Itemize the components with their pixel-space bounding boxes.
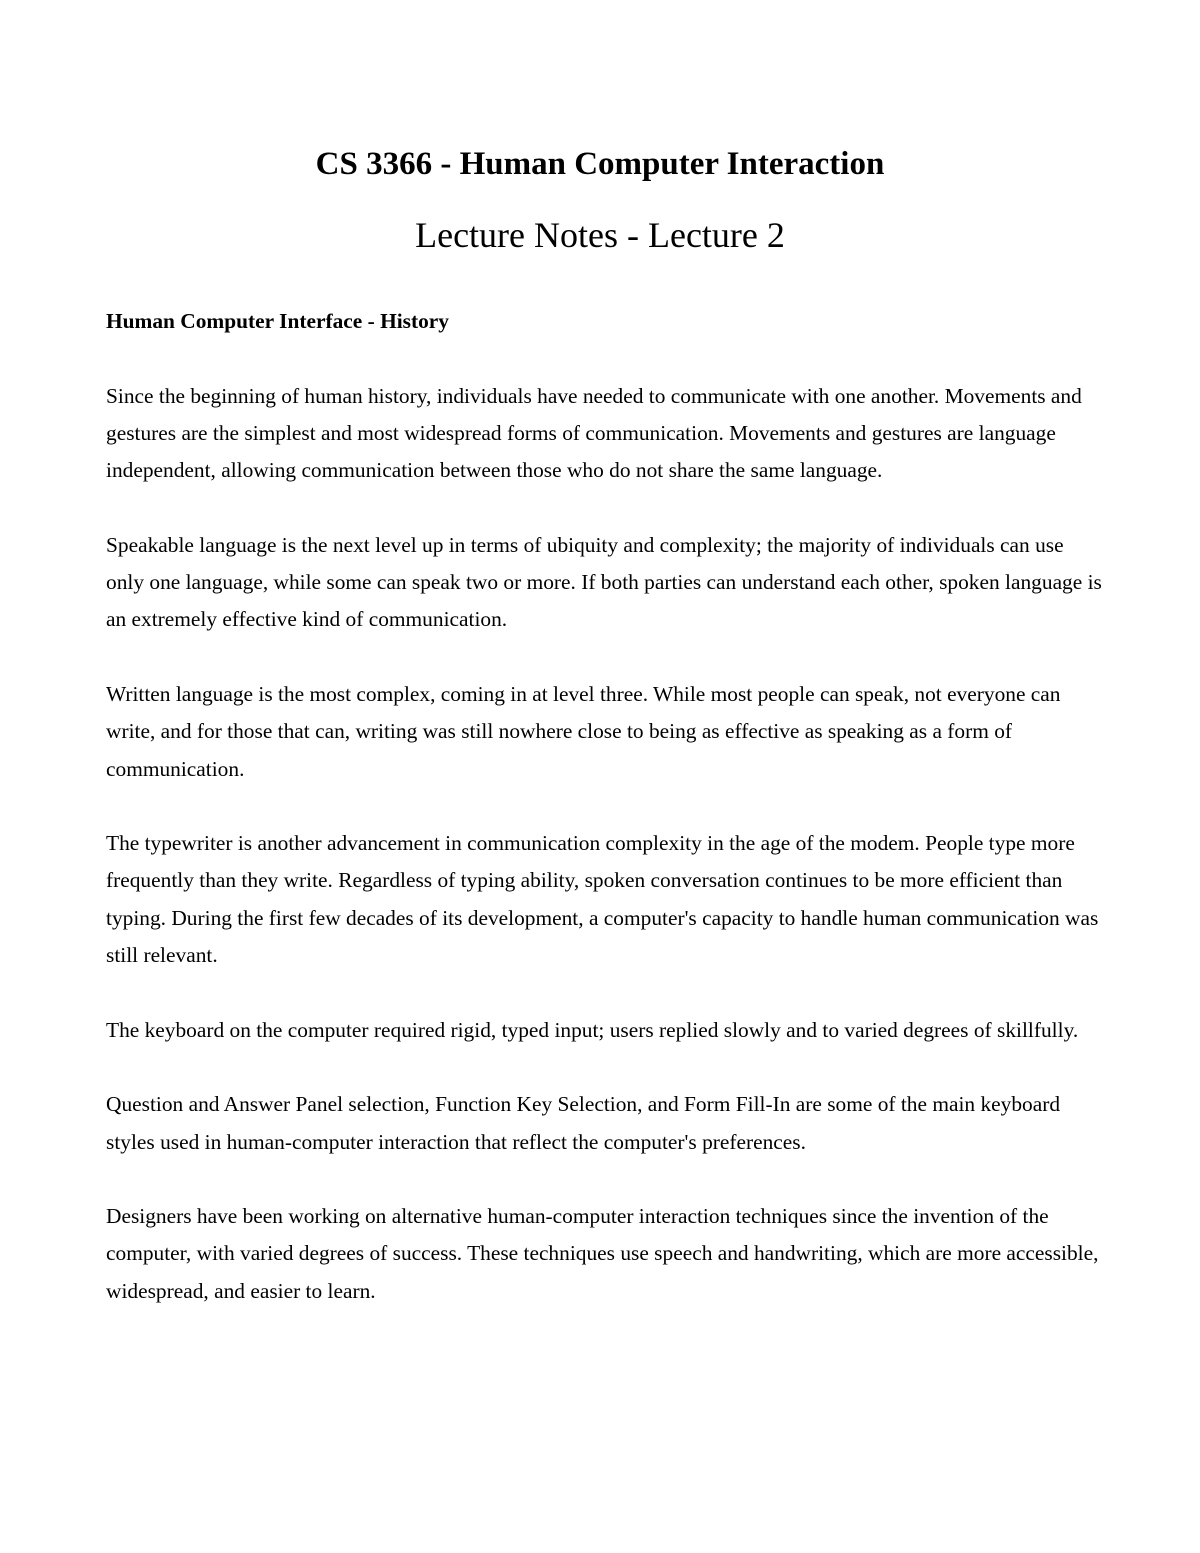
document-title: CS 3366 - Human Computer Interaction (315, 146, 885, 182)
section-heading: Human Computer Interface - History (106, 309, 449, 333)
paragraph-5: The keyboard on the computer required rigid, typed input; users replied slowly and to varied degrees of skillfully. (106, 1017, 1079, 1042)
paragraph-4: The typewriter is another advancement in communication complexity in the age of the modem. People type more frequently than they write. Regardless of typing ability, spoken conversation continues to be more efficient than typing. During the first few decades of its development, a computer's capacity to handle human communication was still relevant. (106, 831, 1099, 968)
paragraph-6: Question and Answer Panel selection, Function Key Selection, and Form Fill-In are some of the main keyboard styles used in human-computer interaction that reflect the computer's preferences. (106, 1092, 1061, 1154)
document-subtitle: Lecture Notes - Lecture 2 (415, 215, 785, 255)
document-body (106, 303, 1106, 1347)
paragraph-3: Written language is the most complex, coming in at level three. While most people can speak, not everyone can write, and for those that can, writing was still nowhere close to being as effective as speaking as a form of communication. (106, 681, 1061, 781)
paragraph-1: Since the beginning of human history, individuals have needed to communicate with one another. Movements and gestures are the simplest and most widespread forms of communication. Movements and gestures are language independent, allowing communication between those who do not share the same language. (106, 383, 1082, 483)
paragraph-2: Speakable language is the next level up in terms of ubiquity and complexity; the majority of individuals can use only one language, while some can speak two or more. If both parties can understand each other, spoken language is an extremely effective kind of communication. (106, 532, 1102, 632)
paragraph-7: Designers have been working on alternative human-computer interaction techniques since the invention of the computer, with varied degrees of success. These techniques use speech and handwriting, which are more accessible, widespread, and easier to learn. (106, 1204, 1099, 1303)
